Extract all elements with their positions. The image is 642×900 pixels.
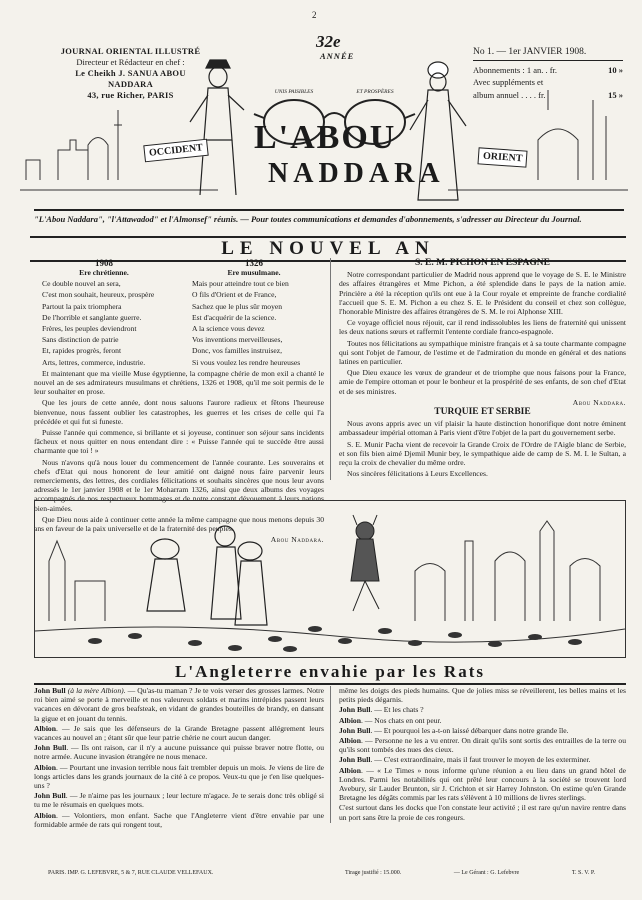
dialogue-line (34, 743, 324, 761)
poem-era: Ere musulmane. (227, 268, 281, 277)
pub-line-2: Directeur et Rédacteur en chef : (76, 57, 185, 67)
subscription-info (473, 46, 623, 101)
dialogue-text: C'est surtout dans les docks que l'on constate leur activité ; il est rare qu'un navire rentre dans un port sans être la proie de ces rongeurs. (339, 803, 626, 822)
printer-line: PARIS. IMP. G. LEFEBVRE, 5 & 7, RUE CLAUDE VELLEFAUX. (48, 870, 214, 876)
section-title: TURQUIE ET SERBIE (434, 407, 531, 418)
speaker-name: John Bull (339, 755, 371, 765)
article-paragraph: Toutes nos félicitations au sympathique ministre français et à sa toute charmante compagne qui sont l'objet de l'amour, de l'estime et de l'admiration du monde en général et des nations latines en particulier. (339, 338, 626, 367)
dialogue-line (339, 766, 626, 803)
article-paragraph: Nous avons appris avec un vif plaisir la haute distinction honorifique dont notre éminent ambassadeur impérial ottoman à Paris vient d'être l'objet de la part du gouvernement serbe. (339, 419, 626, 438)
dialogue-text: . — Et les chats ? (370, 705, 424, 715)
signature: Abou Naddara. (572, 397, 626, 407)
poem-line: A la science vous devez (192, 324, 265, 334)
figures-group (147, 526, 267, 625)
tsvp: T. S. V. P. (571, 870, 595, 876)
poem-line: O fils d'Orient et de France, (192, 290, 277, 300)
page-number: 2 (312, 10, 317, 20)
headline-banner: LE NOUVEL AN (30, 236, 626, 262)
sub-2: Avec suppléments et (473, 77, 544, 87)
poem-line: Sachez que le plus sûr moyen (192, 301, 283, 311)
speaker-name: Albion (339, 765, 361, 775)
poem-year: 1908 (95, 258, 113, 268)
sign-orient: ORIENT (477, 147, 528, 167)
signature: Abou Naddara. (270, 535, 324, 545)
poem-1908 (34, 258, 174, 369)
dialogue-line (339, 803, 626, 821)
dialogue-text: . — Je n'aime pas les journaux ; leur lecture m'agace. Je te serais donc très obligé si tu me le résumais en quelques mots. (34, 791, 324, 810)
title-block (236, 32, 445, 207)
year-number: 32e (316, 32, 341, 51)
section-title: S. E. M. PICHON EN ESPAGNE (415, 258, 550, 268)
sub-3-label: album annuel . . . . fr. (473, 89, 546, 100)
speaker-name: Albion (34, 723, 56, 733)
poem-line: Vos inventions merveilleuses, (192, 335, 283, 345)
right-column (330, 258, 626, 480)
article-paragraph: S. E. Munir Pacha vient de recevoir la Grande Croix de l'Ordre de l'Aigle blanc de Serbie, et son fils bien aimé Djemil Munir bey, le sympathique aide de camp de S. M. I. le Sultan, a reçu la croix de chevalier du même ordre. (339, 439, 626, 468)
dialogue-text: . — « Le Times » nous informe qu'une réunion a eu lieu dans un grand hôtel de Londres. Parmi les notabilités qui ont prêté leur concours à la société se trouvent lord Avebury, sir Lauder Brunton, sir J. Crichton et sir Harrey Johnston. On estime qu'en Grande Bretagne les dégâts commis par les rats s'élèvent à 10 millions de livres sterlings. (339, 765, 626, 803)
poem-line: Partout la paix triomphera (42, 301, 122, 311)
speaker-name: Albion (339, 736, 361, 746)
poem-line: Sans distinction de patrie (42, 335, 119, 345)
dialogue-text: . — Je sais que les défenseurs de la Grande Bretagne passent allégrement leurs vacances au nouvel an ; étant sûr que leur patrie chérie ne court aucun danger. (34, 723, 324, 743)
pub-line-3: Le Cheikh J. SANUA ABOU NADDARA (75, 68, 186, 89)
speaker-name: Albion (34, 810, 56, 820)
poem-1326 (184, 258, 324, 369)
tagline: "L'Abou Naddara", "l'Attawadod" et l'Almonsef" réunis. — Pour toutes communications et demandes d'abonnements, s'adresser au Directeur du Journal. (34, 209, 624, 224)
year-label: ANNÉE (320, 51, 355, 61)
dialogue-line (34, 686, 324, 723)
poem-line: Si vous voulez les rendre heureuses (192, 357, 301, 367)
speaker-name: John Bull (34, 791, 66, 801)
sub-1-value: 10 » (608, 64, 623, 75)
title-abou: L'ABOU (254, 119, 397, 156)
dialogue-text: . — C'est extraordinaire, mais il faut trouver le moyen de les exterminer. (370, 755, 591, 765)
poem-line: De l'horrible et sanglante guerre. (42, 312, 142, 322)
article-paragraph: Que les jours de cette année, dont nous saluons l'aurore radieux et fêtons l'heureuse bienvenue, nous fassent oublier les catastrophes, les guerres et les crises de celle qui l'a précédée et qui fut si funeste. (34, 398, 324, 426)
dialogue-line (339, 705, 626, 714)
speaker-name: John Bull (34, 743, 67, 753)
poem-line: Mais pour atteindre tout ce bien (192, 279, 289, 289)
dialogue-text: . — Et pourquoi les a-t-on laissé débarquer dans notre grande île. (370, 725, 569, 735)
masthead (18, 30, 628, 206)
article-paragraph: Puisse l'année qui commence, si brillante et si joyeuse, continuer son séjour sans incidents fâcheux et nous quitter en nous entendant dire : « Puisse l'année qui te succède être aussi charmante que toi ! » (34, 428, 324, 456)
article-paragraph: Nos sincères félicitations à Leurs Excellences. (347, 469, 488, 479)
dialogue-text: . — Nos chats en ont peur. (360, 715, 442, 725)
dialogue-text: même les doigts des pieds humains. Que de jolies miss se réveillerent, les belles mains et les petits pieds dégarnis. (339, 686, 626, 705)
poems (34, 258, 324, 369)
poem-line: Et, rapides progrès, feront (42, 346, 122, 356)
dialogue-line (339, 726, 626, 735)
dialogue-right (330, 686, 626, 823)
footer-right (345, 870, 595, 876)
devil-figure (351, 515, 379, 611)
article-paragraph: Notre correspondant particulier de Madrid nous apprend que le voyage de S. E. le Ministre des affaires étrangères et Mme Pichon, a été splendide dans le pays de la nation amie. Princière a été la réception qu'ils ont eue à la Cour royale et empreinte de franche cordialité l'accueil que S. E. M. Pichon a eu chez S. E. le Président du conseil et chez son collègue, l'honorable Ministre des affaires étrangères de S. M. le roi Alphonse XIII. (339, 270, 626, 317)
rats-drawing (35, 501, 625, 657)
dialogue-line (34, 791, 324, 809)
pub-line-4: 43, rue Richer, PARIS (87, 90, 174, 100)
poem-year: 1326 (245, 258, 263, 268)
dialogue-line (339, 716, 626, 725)
dialogue-line (34, 763, 324, 791)
dialogue-line (34, 724, 324, 742)
sign-occident: OCCIDENT (143, 139, 208, 163)
poem-line: Donc, vos familles instruisez, (192, 346, 283, 356)
article-paragraph: Ce voyage officiel nous réjouit, car il rend indissolubles les liens de fraternité qui unissent les deux nations sœurs et raffermit l'entente cordiale franco-espagnole. (339, 318, 626, 337)
tirage: Tirage justifié : 15.000. (345, 870, 402, 876)
dialogue-line (339, 736, 626, 754)
poem-era: Ere chrétienne. (79, 268, 129, 277)
rats-swarm (88, 626, 582, 652)
stage-note: (à la mère Albion) (67, 686, 124, 695)
speaker-name: John Bull (339, 725, 371, 735)
article-paragraph: Et maintenant que ma vieille Muse égyptienne, la compagne chérie de mon exil a chanté le nouvel an de ses admirateurs musulmans et chrétiens, 1326 et 1908, qu'il me soit permis de le leur souhaiter en prose. (34, 368, 324, 397)
sub-3-value: 15 » (608, 89, 623, 100)
poem-line: Frères, les peuples deviendront (42, 324, 137, 334)
poem-line: C'est mon souhait, heureux, prospère (42, 290, 155, 300)
poem-line: Arts, lettres, commerce, industrie. (42, 357, 146, 367)
speaker-name: Albion (34, 762, 56, 772)
speaker-name: Albion (339, 715, 361, 725)
dialogue-text: . — Ils ont raison, car il n'y a aucune puissance qui puisse braver notre flotte, ou notre armée. Aucune invasion étrangère ne nous menace. (34, 743, 324, 762)
dialogue-text: . — Pourtant une invasion terrible nous fait trembler depuis un mois. Je viens de lire de longs articles dans les grands journaux de la cité à ce propos. Veux-tu que je t'en lise quelques-uns ? (34, 762, 324, 791)
article-paragraph: Que Dieu nous aide à continuer cette année la même campagne que nous menons depuis 30 ans en faveur de la paix universelle et de la fraternité des peuples. (34, 514, 324, 534)
dialogue-line (339, 755, 626, 764)
poem-line: Ce double nouvel an sera, (42, 279, 121, 289)
publication-info (58, 46, 203, 101)
speaker-name: John Bull (339, 705, 371, 715)
pub-line-1: JOURNAL ORIENTAL ILLUSTRÉ (60, 46, 201, 56)
illustration-title: L'Angleterre envahie par les Rats (34, 661, 626, 685)
title-naddara: NADDARA (268, 158, 445, 189)
article-paragraph: Nous n'avons qu'à nous louer du commencement de l'année courante. Les souverains et chefs d'Etat qui nous honorent de leur amitié ont daigné nous faire parvenir leurs remerciements, des lettres, des cordiales félicitations et souhaits sincères que nous leur avons adressés le 1er janvier 1908 et le 1er Moharram 1326, ainsi que deux albums des voyages accompagnés de nos respectueux hommages et de notre constant dévouement à leurs nations bien-aimées. (34, 457, 324, 513)
issue-line: No 1. — 1er JANVIER 1908. (473, 46, 623, 61)
sub-1-label: Abonnements : 1 an. . fr. (473, 64, 558, 75)
article-paragraph: Que Dieu exauce les vœux de grandeur et de triomphe que nous faisons pour la France, amie de l'empire ottoman et pour le bonheur et la prospérité de ses enfants, de son chef d'Etat et de ses ministres. (339, 368, 626, 396)
dialogue-left (34, 686, 324, 830)
dialogue-text: . — Qu'as-tu maman ? Je te vois verser des grosses larmes. Notre roi bien aimé se porte à merveille et nos valeureux soldats et marins intrépides passent leurs vacances en dévorant de gros beafsteak, en vidant de grandes bouteilles de brandy, en dansant la gigue et en jouant du tennis. (34, 686, 324, 723)
left-lens-text: UNIS PAISIBLES (274, 89, 314, 95)
dialogue-text: . — Volontiers, mon enfant. Sache que l'Angleterre vient d'être envahie par une formidable armée de rats qui rongent tout, (34, 810, 324, 829)
dialogue-text: . — Personne ne les a vu entrer. On dirait qu'ils sont sortis des entrailles de la terre ou qu'ils sont tombés des nues des cieux. (339, 736, 626, 755)
right-lens-text: ET PROSPÈRES (356, 89, 394, 95)
speaker-name: John Bull (34, 686, 66, 695)
dialogue-line (34, 811, 324, 829)
rats-illustration (34, 500, 626, 658)
gerant: — Le Gérant : G. Lefebvre (453, 870, 520, 876)
dialogue-line (339, 686, 626, 704)
poem-line: Est d'acquérir de la science. (192, 312, 277, 322)
